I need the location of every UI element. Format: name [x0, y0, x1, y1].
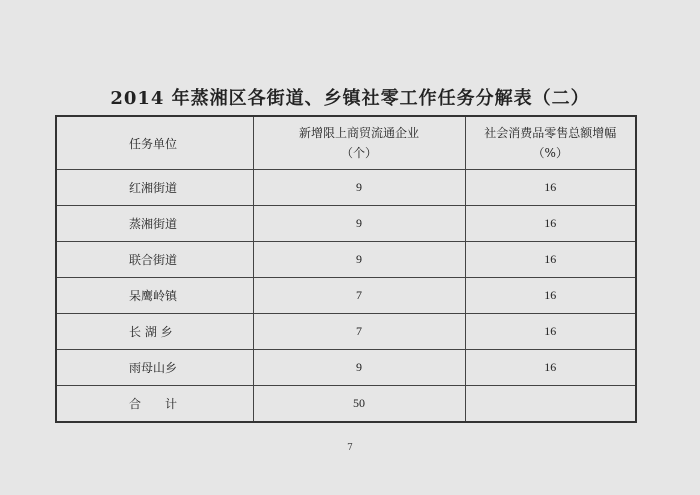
row-growth: 16: [465, 206, 636, 242]
row-unit: 红湘街道: [56, 170, 253, 206]
table-row: [56, 278, 636, 314]
header-growth-unit: （%）: [532, 146, 568, 160]
table-header-row: [56, 116, 636, 170]
header-growth: [465, 116, 636, 170]
table-row: [56, 206, 636, 242]
row-enterprises: 9: [253, 170, 465, 206]
row-unit: 雨母山乡: [56, 350, 253, 386]
task-table: [55, 115, 637, 423]
table-total-row: [56, 386, 636, 423]
row-unit: 呆鹰岭镇: [56, 278, 253, 314]
total-enterprises: 50: [253, 386, 465, 423]
row-enterprises: 9: [253, 350, 465, 386]
header-enterprises-unit: （个）: [340, 146, 377, 160]
total-label: 合 计: [56, 386, 253, 423]
page-title: 2014 年蒸湘区各街道、乡镇社零工作任务分解表（二）: [110, 88, 590, 109]
row-growth: 16: [465, 350, 636, 386]
row-growth: 16: [465, 170, 636, 206]
header-enterprises: [253, 116, 465, 170]
row-unit: 联合街道: [56, 242, 253, 278]
table-row: [56, 170, 636, 206]
table-row: [56, 314, 636, 350]
row-growth: 16: [465, 278, 636, 314]
header-enterprises-line1: 新增限上商贸流通企业: [298, 126, 419, 140]
table-row: [56, 350, 636, 386]
row-enterprises: 9: [253, 242, 465, 278]
row-growth: 16: [465, 314, 636, 350]
row-unit: 长 湖 乡: [56, 314, 253, 350]
row-enterprises: 9: [253, 206, 465, 242]
page-number: 7: [347, 443, 353, 453]
row-enterprises: 7: [253, 314, 465, 350]
total-growth: [465, 386, 636, 423]
table-row: [56, 242, 636, 278]
header-growth-line1: 社会消费品零售总额增幅: [484, 126, 617, 140]
row-unit: 蒸湘街道: [56, 206, 253, 242]
row-growth: 16: [465, 242, 636, 278]
row-enterprises: 7: [253, 278, 465, 314]
header-unit: 任务单位: [56, 116, 253, 170]
